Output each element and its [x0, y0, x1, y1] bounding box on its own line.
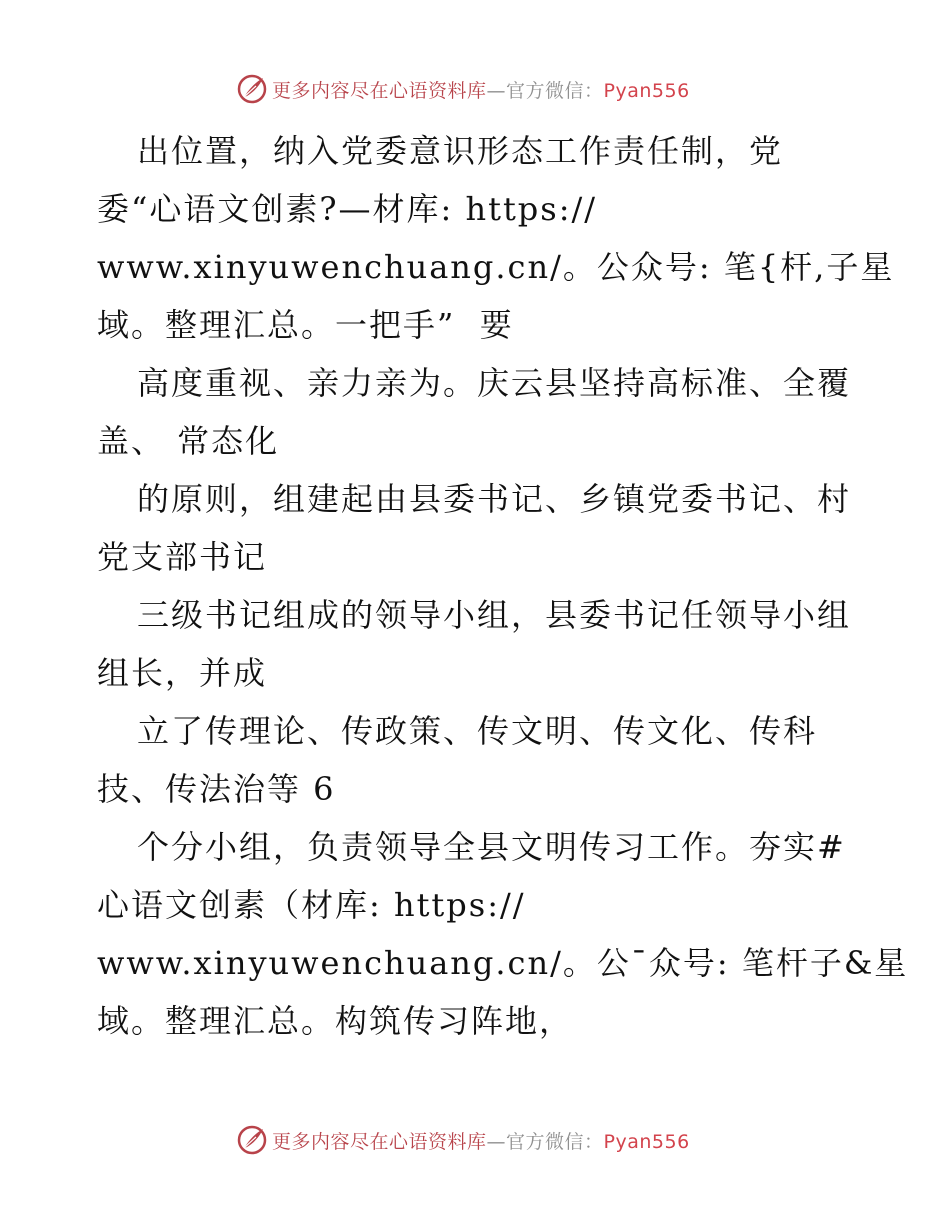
header-watermark-contact-id: Pyan556 — [603, 79, 690, 102]
header-watermark-main: 更多内容尽在心语资料库 — [272, 79, 487, 102]
document-body — [97, 122, 909, 1050]
text-line: 党支部书记 — [97, 538, 268, 576]
footer-watermark-contact-id: Pyan556 — [603, 1130, 690, 1153]
feather-circle-icon — [236, 73, 268, 105]
text-line: 的原则，组建起由县委书记、乡镇党委书记、村 — [137, 480, 852, 518]
text-line: 域。整理汇总。一把手” 要 — [97, 306, 514, 344]
text-line: 组长，并成 — [97, 654, 268, 692]
header-watermark-text — [272, 76, 690, 103]
text-line: 个分小组，负责领导全县文明传习工作。夯实# — [137, 828, 846, 866]
footer-watermark-dash: — — [486, 1130, 507, 1153]
text-line: 立了传理论、传政策、传文明、传文化、传科 — [137, 712, 818, 750]
feather-circle-icon — [236, 1124, 268, 1156]
header-watermark-contact-label: 官方微信： — [506, 79, 604, 102]
text-line: 委“心语文创素?—材库: https:// — [97, 190, 598, 228]
footer-watermark-banner — [236, 1123, 690, 1157]
text-line: 高度重视、亲力亲为。庆云县坚持高标准、全覆 — [137, 364, 852, 402]
text-line: 心语文创素（材库: https:// — [97, 886, 526, 924]
text-line: www.xinyuwenchuang.cn/。公众号: 笔{杆,子星 — [97, 248, 895, 286]
text-line: 出位置，纳入党委意识形态工作责任制，党 — [137, 132, 784, 170]
text-line: 技、传法治等 6 — [97, 770, 336, 808]
footer-watermark-text — [272, 1127, 690, 1154]
footer-watermark-main: 更多内容尽在心语资料库 — [272, 1130, 487, 1153]
footer-watermark-contact-label: 官方微信： — [506, 1130, 604, 1153]
text-line: 域。整理汇总。构筑传习阵地， — [97, 1002, 574, 1040]
text-line: www.xinyuwenchuang.cn/。公¯众号: 笔杆子&星 — [97, 944, 909, 982]
header-watermark-banner — [236, 72, 690, 106]
text-line: 盖、 常态化 — [97, 422, 280, 460]
text-line: 三级书记组成的领导小组，县委书记任领导小组 — [137, 596, 852, 634]
header-watermark-dash: — — [486, 79, 507, 102]
